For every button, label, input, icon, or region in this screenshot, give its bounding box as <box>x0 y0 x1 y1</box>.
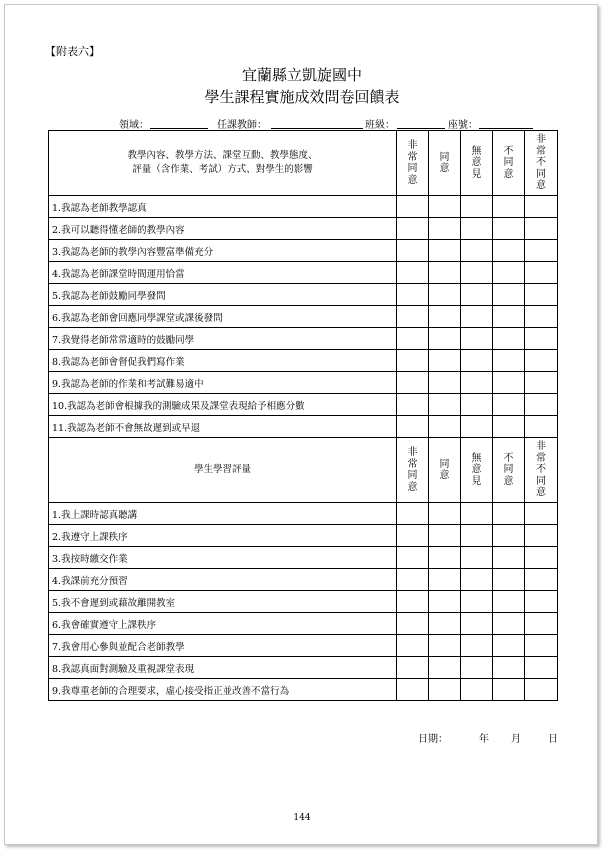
table-row <box>49 328 558 350</box>
rating-checkbox-cell[interactable] <box>397 613 429 635</box>
rating-checkbox-cell[interactable] <box>461 306 493 328</box>
rating-checkbox-cell[interactable] <box>397 657 429 679</box>
rating-header-label: 不同意 <box>503 145 514 180</box>
section2-item-text: 2.我遵守上課秩序 <box>49 525 397 547</box>
seat-label: 座號： <box>448 120 478 131</box>
rating-checkbox-cell[interactable] <box>397 372 429 394</box>
section2-rating-header <box>461 438 493 503</box>
table-row <box>49 657 558 679</box>
section1-rating-header <box>397 131 429 196</box>
header-fields <box>5 116 599 130</box>
class-label: 班級： <box>365 120 395 131</box>
rating-checkbox-cell[interactable] <box>429 328 461 350</box>
rating-checkbox-cell[interactable] <box>397 569 429 591</box>
rating-checkbox-cell[interactable] <box>461 394 493 416</box>
rating-checkbox-cell[interactable] <box>493 306 525 328</box>
table-row <box>49 503 558 525</box>
table-row <box>49 306 558 328</box>
rating-checkbox-cell[interactable] <box>397 284 429 306</box>
rating-checkbox-cell[interactable] <box>461 284 493 306</box>
rating-checkbox-cell[interactable] <box>429 591 461 613</box>
section1-item-text: 5.我認為老師鼓勵同學發問 <box>49 284 397 306</box>
rating-checkbox-cell[interactable] <box>493 240 525 262</box>
rating-checkbox-cell[interactable] <box>397 679 429 701</box>
rating-header-label: 非常不同意 <box>536 441 546 499</box>
rating-checkbox-cell[interactable] <box>461 547 493 569</box>
teacher-blank[interactable] <box>271 128 363 129</box>
rating-checkbox-cell[interactable] <box>525 569 558 591</box>
rating-checkbox-cell[interactable] <box>461 657 493 679</box>
rating-checkbox-cell[interactable] <box>525 591 558 613</box>
rating-checkbox-cell[interactable] <box>429 372 461 394</box>
rating-checkbox-cell[interactable] <box>397 547 429 569</box>
rating-checkbox-cell[interactable] <box>429 240 461 262</box>
rating-checkbox-cell[interactable] <box>493 613 525 635</box>
section1-item-text: 11.我認為老師不會無故遲到或早退 <box>49 416 397 438</box>
rating-checkbox-cell[interactable] <box>493 284 525 306</box>
section2-heading-line: 學生學習評量 <box>193 464 251 476</box>
rating-checkbox-cell[interactable] <box>525 240 558 262</box>
page-number: 144 <box>293 813 311 823</box>
section2-item-text: 5.我不會遲到或藉故離開教室 <box>49 591 397 613</box>
section2-item-text: 9.我尊重老師的合理要求，虛心接受指正並改善不當行為 <box>49 679 397 701</box>
rating-checkbox-cell[interactable] <box>525 394 558 416</box>
rating-checkbox-cell[interactable] <box>429 218 461 240</box>
rating-checkbox-cell[interactable] <box>397 394 429 416</box>
table-row <box>49 372 558 394</box>
rating-checkbox-cell[interactable] <box>429 284 461 306</box>
rating-checkbox-cell[interactable] <box>429 196 461 218</box>
section2-item-text: 7.我會用心參與並配合老師教學 <box>49 635 397 657</box>
teacher-label: 任課教師： <box>217 120 267 131</box>
section2-rating-header <box>397 438 429 503</box>
table-row <box>49 350 558 372</box>
section1-item-text: 9.我認為老師的作業和考試難易適中 <box>49 372 397 394</box>
rating-checkbox-cell[interactable] <box>397 240 429 262</box>
section2-rating-header <box>429 438 461 503</box>
table-row <box>49 613 558 635</box>
rating-checkbox-cell[interactable] <box>493 503 525 525</box>
rating-checkbox-cell[interactable] <box>525 284 558 306</box>
table-row <box>49 218 558 240</box>
rating-checkbox-cell[interactable] <box>429 569 461 591</box>
rating-checkbox-cell[interactable] <box>461 503 493 525</box>
rating-checkbox-cell[interactable] <box>429 416 461 438</box>
table-row <box>49 569 558 591</box>
table-row <box>49 284 558 306</box>
table-row <box>49 240 558 262</box>
table-row <box>49 416 558 438</box>
rating-header-label: 同意 <box>439 151 450 174</box>
rating-header-label: 非常不同意 <box>536 134 546 192</box>
rating-checkbox-cell[interactable] <box>461 196 493 218</box>
domain-label: 領域： <box>119 120 149 131</box>
date-year: 年 <box>479 734 489 745</box>
section2-item-text: 1.我上課時認真聽講 <box>49 503 397 525</box>
rating-checkbox-cell[interactable] <box>493 547 525 569</box>
section1-header-row <box>49 131 558 196</box>
rating-checkbox-cell[interactable] <box>397 525 429 547</box>
rating-checkbox-cell[interactable] <box>525 503 558 525</box>
rating-checkbox-cell[interactable] <box>461 569 493 591</box>
rating-checkbox-cell[interactable] <box>493 569 525 591</box>
rating-checkbox-cell[interactable] <box>429 657 461 679</box>
section2-rating-header <box>525 438 558 503</box>
section1-rating-header <box>493 131 525 196</box>
section1-item-text: 1.我認為老師教學認真 <box>49 196 397 218</box>
rating-checkbox-cell[interactable] <box>429 613 461 635</box>
document-page <box>4 4 598 845</box>
rating-checkbox-cell[interactable] <box>525 306 558 328</box>
rating-header-label: 不同意 <box>503 452 514 487</box>
rating-checkbox-cell[interactable] <box>525 679 558 701</box>
section2-header-row <box>49 438 558 503</box>
rating-checkbox-cell[interactable] <box>397 306 429 328</box>
rating-checkbox-cell[interactable] <box>525 350 558 372</box>
rating-header-label: 無意見 <box>471 452 482 487</box>
section1-rating-header <box>525 131 558 196</box>
section1-heading-line: 評量（含作業、考試）方式、對學生的影響 <box>132 164 313 175</box>
rating-checkbox-cell[interactable] <box>493 679 525 701</box>
appendix-label: 【附表六】 <box>45 45 100 58</box>
table-row <box>49 262 558 284</box>
rating-checkbox-cell[interactable] <box>461 240 493 262</box>
rating-checkbox-cell[interactable] <box>525 416 558 438</box>
rating-checkbox-cell[interactable] <box>525 525 558 547</box>
section1-item-text: 4.我認為老師課堂時間運用恰當 <box>49 262 397 284</box>
rating-checkbox-cell[interactable] <box>493 591 525 613</box>
rating-checkbox-cell[interactable] <box>397 503 429 525</box>
rating-checkbox-cell[interactable] <box>525 372 558 394</box>
rating-checkbox-cell[interactable] <box>525 196 558 218</box>
rating-checkbox-cell[interactable] <box>461 635 493 657</box>
rating-checkbox-cell[interactable] <box>493 350 525 372</box>
rating-checkbox-cell[interactable] <box>493 394 525 416</box>
rating-checkbox-cell[interactable] <box>493 372 525 394</box>
rating-checkbox-cell[interactable] <box>493 657 525 679</box>
section1-heading <box>49 131 397 196</box>
section2-heading <box>49 438 397 503</box>
rating-checkbox-cell[interactable] <box>429 262 461 284</box>
rating-checkbox-cell[interactable] <box>429 350 461 372</box>
section2-item-text: 4.我課前充分預習 <box>49 569 397 591</box>
rating-checkbox-cell[interactable] <box>429 547 461 569</box>
rating-checkbox-cell[interactable] <box>429 503 461 525</box>
table-row <box>49 394 558 416</box>
rating-checkbox-cell[interactable] <box>493 262 525 284</box>
rating-checkbox-cell[interactable] <box>525 635 558 657</box>
rating-header-label: 無意見 <box>471 145 482 180</box>
rating-checkbox-cell[interactable] <box>525 262 558 284</box>
rating-checkbox-cell[interactable] <box>525 547 558 569</box>
rating-checkbox-cell[interactable] <box>397 416 429 438</box>
section1-item-text: 7.我覺得老師常常適時的鼓勵同學 <box>49 328 397 350</box>
section1-item-text: 10.我認為老師會根據我的測驗成果及課堂表現給予相應分數 <box>49 394 397 416</box>
section2-rating-header <box>493 438 525 503</box>
rating-checkbox-cell[interactable] <box>429 306 461 328</box>
rating-checkbox-cell[interactable] <box>429 525 461 547</box>
rating-checkbox-cell[interactable] <box>493 416 525 438</box>
rating-checkbox-cell[interactable] <box>525 613 558 635</box>
rating-checkbox-cell[interactable] <box>461 416 493 438</box>
rating-checkbox-cell[interactable] <box>525 328 558 350</box>
rating-checkbox-cell[interactable] <box>429 635 461 657</box>
rating-checkbox-cell[interactable] <box>525 657 558 679</box>
rating-checkbox-cell[interactable] <box>397 196 429 218</box>
rating-checkbox-cell[interactable] <box>461 350 493 372</box>
section2-item-text: 8.我認真面對測驗及重視課堂表現 <box>49 657 397 679</box>
rating-checkbox-cell[interactable] <box>461 328 493 350</box>
survey-table <box>48 130 558 701</box>
section1-item-text: 2.我可以聽得懂老師的教學內容 <box>49 218 397 240</box>
rating-checkbox-cell[interactable] <box>493 328 525 350</box>
rating-checkbox-cell[interactable] <box>461 525 493 547</box>
rating-checkbox-cell[interactable] <box>493 196 525 218</box>
date-month: 月 <box>511 734 521 745</box>
rating-checkbox-cell[interactable] <box>397 350 429 372</box>
rating-checkbox-cell[interactable] <box>461 679 493 701</box>
section1-heading-line: 教學內容、教學方法、課堂互動、教學態度、 <box>127 150 318 162</box>
section1-rating-header <box>429 131 461 196</box>
rating-checkbox-cell[interactable] <box>429 394 461 416</box>
date-label: 日期： <box>418 734 448 745</box>
rating-checkbox-cell[interactable] <box>493 525 525 547</box>
rating-header-label: 非常同意 <box>407 140 418 186</box>
table-row <box>49 635 558 657</box>
class-blank[interactable] <box>397 128 445 129</box>
rating-checkbox-cell[interactable] <box>493 218 525 240</box>
rating-checkbox-cell[interactable] <box>397 591 429 613</box>
table-row <box>49 547 558 569</box>
section1-rating-header <box>461 131 493 196</box>
school-title: 宜蘭縣立凱旋國中 <box>241 66 362 84</box>
section1-item-text: 3.我認為老師的教學內容豐富準備充分 <box>49 240 397 262</box>
rating-checkbox-cell[interactable] <box>397 262 429 284</box>
rating-checkbox-cell[interactable] <box>397 218 429 240</box>
section2-item-text: 6.我會確實遵守上課秩序 <box>49 613 397 635</box>
table-row <box>49 679 558 701</box>
section1-item-text: 6.我認為老師會回應同學課堂或課後發問 <box>49 306 397 328</box>
section2-item-text: 3.我按時繳交作業 <box>49 547 397 569</box>
rating-checkbox-cell[interactable] <box>525 218 558 240</box>
table-row <box>49 196 558 218</box>
rating-header-label: 同意 <box>439 458 450 481</box>
rating-header-label: 非常同意 <box>407 447 418 493</box>
section1-item-text: 8.我認為老師會督促我們寫作業 <box>49 350 397 372</box>
table-row <box>49 525 558 547</box>
table-row <box>49 591 558 613</box>
rating-checkbox-cell[interactable] <box>461 613 493 635</box>
date-day: 日 <box>548 734 558 745</box>
seat-blank[interactable] <box>479 128 533 129</box>
rating-checkbox-cell[interactable] <box>461 372 493 394</box>
rating-checkbox-cell[interactable] <box>461 218 493 240</box>
form-title: 學生課程實施成效問卷回饋表 <box>204 88 400 106</box>
rating-checkbox-cell[interactable] <box>461 262 493 284</box>
rating-checkbox-cell[interactable] <box>461 591 493 613</box>
rating-checkbox-cell[interactable] <box>397 328 429 350</box>
rating-checkbox-cell[interactable] <box>429 679 461 701</box>
domain-blank[interactable] <box>150 128 208 129</box>
rating-checkbox-cell[interactable] <box>397 635 429 657</box>
rating-checkbox-cell[interactable] <box>493 635 525 657</box>
